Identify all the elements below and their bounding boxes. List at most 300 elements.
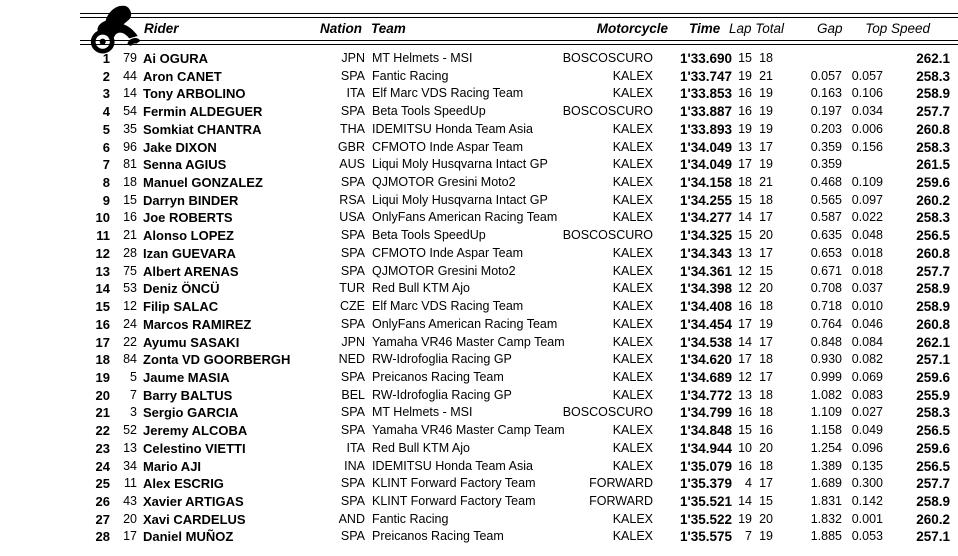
rider-name: Daniel MUÑOZ <box>143 529 234 545</box>
best-lap-time: 1'34.255 <box>679 192 732 208</box>
total-laps: 18 <box>759 299 773 314</box>
table-row <box>0 475 958 493</box>
motorcycle-rider-icon <box>86 1 144 54</box>
gap-to-first: 0.359 <box>810 139 842 154</box>
gap-to-first: 0.671 <box>810 263 842 278</box>
rider-number: 5 <box>130 369 137 384</box>
best-lap-time: 1'33.747 <box>679 68 732 84</box>
nation-code: USA <box>339 210 365 225</box>
rider-number: 43 <box>123 493 137 508</box>
gap-to-previous <box>845 156 883 174</box>
gap-to-first: 1.109 <box>810 405 842 420</box>
top-speed-value: 262.1 <box>916 51 950 66</box>
position-number: 5 <box>102 121 110 137</box>
motorcycle-make: KALEX <box>612 192 653 207</box>
nation-code: SPA <box>340 316 365 331</box>
rider-number: 3 <box>130 405 137 420</box>
nation-code: SPA <box>340 423 365 438</box>
table-row <box>0 263 958 281</box>
lap-number: 13 <box>738 245 752 260</box>
nation-code: SPA <box>340 245 365 260</box>
rider-name: Barry BALTUS <box>143 387 233 403</box>
rider-name: Celestino VIETTI <box>143 440 246 456</box>
total-laps: 17 <box>759 476 773 491</box>
team-name: KLINT Forward Factory Team <box>372 493 536 508</box>
motorcycle-make: KALEX <box>612 139 653 154</box>
lap-number: 17 <box>738 316 752 331</box>
gap-to-previous: 0.135 <box>851 458 883 473</box>
team-name: Preicanos Racing Team <box>372 369 504 384</box>
top-speed-value: 257.7 <box>916 476 950 492</box>
gap-to-previous: 0.034 <box>851 104 883 119</box>
lap-number: 12 <box>738 263 752 278</box>
table-row <box>0 369 958 387</box>
best-lap-time: 1'34.277 <box>679 210 732 226</box>
best-lap-time: 1'33.690 <box>679 51 732 66</box>
lap-number: 19 <box>738 121 752 136</box>
motorcycle-make: KALEX <box>612 245 653 260</box>
gap-to-first: 0.999 <box>810 369 842 384</box>
gap-to-previous: 0.001 <box>851 511 883 526</box>
position-number: 15 <box>95 299 110 315</box>
lap-number: 19 <box>738 68 752 83</box>
team-name: RW-Idrofoglia Racing GP <box>372 387 512 402</box>
total-laps: 18 <box>759 192 773 207</box>
table-row <box>0 458 958 476</box>
motorcycle-make: FORWARD <box>589 476 653 491</box>
top-speed-value: 257.7 <box>916 104 950 120</box>
team-name: Red Bull KTM Ajo <box>372 440 470 455</box>
total-laps: 18 <box>759 405 773 420</box>
motorcycle-make: KALEX <box>612 263 653 278</box>
col-header-lap-total: Lap Total <box>729 21 785 36</box>
gap-to-first: 1.832 <box>810 511 842 526</box>
table-row <box>0 404 958 422</box>
nation-code: SPA <box>340 263 365 278</box>
position-number: 14 <box>95 281 110 297</box>
rider-number: 35 <box>123 121 137 136</box>
rider-name: Marcos RAMIREZ <box>143 316 252 332</box>
lap-number: 18 <box>738 175 752 190</box>
top-speed-value: 256.5 <box>916 458 950 474</box>
nation-code: ITA <box>346 440 365 455</box>
gap-to-previous: 0.057 <box>851 68 883 83</box>
total-laps: 20 <box>759 228 773 243</box>
motorcycle-make: KALEX <box>612 121 653 136</box>
best-lap-time: 1'34.408 <box>679 299 732 315</box>
lap-number: 16 <box>738 405 752 420</box>
top-speed-value: 256.5 <box>916 228 950 244</box>
position-number: 16 <box>95 316 110 332</box>
motorcycle-make: KALEX <box>612 440 653 455</box>
gap-to-previous: 0.037 <box>851 281 883 296</box>
position-number: 22 <box>95 423 110 439</box>
lap-number: 17 <box>738 352 752 367</box>
table-row <box>0 334 958 352</box>
position-number: 27 <box>95 511 110 527</box>
rider-number: 53 <box>123 281 137 296</box>
gap-to-first: 0.848 <box>810 334 842 349</box>
rider-number: 21 <box>123 228 137 243</box>
gap-to-first: 1.885 <box>810 529 842 544</box>
lap-number: 13 <box>738 139 752 154</box>
lap-number: 16 <box>738 458 752 473</box>
best-lap-time: 1'34.538 <box>679 334 732 350</box>
gap-to-first: 0.468 <box>810 175 842 190</box>
gap-to-previous: 0.300 <box>851 476 883 491</box>
rider-name: Zonta VD GOORBERGH <box>143 352 291 368</box>
rider-number: 28 <box>123 245 137 260</box>
header-bottom-rule-2 <box>80 44 958 45</box>
nation-code: SPA <box>340 68 365 83</box>
gap-to-previous: 0.082 <box>851 352 883 367</box>
gap-to-first: 0.930 <box>810 352 842 367</box>
rider-number: 18 <box>123 175 137 190</box>
nation-code: JPN <box>341 51 365 65</box>
lap-number: 16 <box>738 299 752 314</box>
table-row <box>0 387 958 405</box>
nation-code: SPA <box>340 405 365 420</box>
gap-to-first: 1.389 <box>810 458 842 473</box>
rider-name: Darryn BINDER <box>143 192 239 208</box>
total-laps: 19 <box>759 104 773 119</box>
motorcycle-make: KALEX <box>612 334 653 349</box>
rider-number: 44 <box>123 68 137 83</box>
top-speed-value: 258.9 <box>916 493 950 509</box>
top-speed-value: 260.8 <box>916 316 950 332</box>
rider-name: Filip SALAC <box>143 299 219 315</box>
lap-number: 7 <box>745 529 752 544</box>
gap-to-previous: 0.083 <box>851 387 883 402</box>
team-name: Fantic Racing <box>372 68 449 83</box>
top-speed-value: 260.2 <box>916 192 950 208</box>
total-laps: 15 <box>759 263 773 278</box>
best-lap-time: 1'34.158 <box>679 175 732 191</box>
total-laps: 16 <box>759 423 773 438</box>
total-laps: 19 <box>759 157 773 172</box>
gap-to-previous: 0.109 <box>851 175 883 190</box>
best-lap-time: 1'33.853 <box>679 86 732 102</box>
table-row <box>0 511 958 529</box>
best-lap-time: 1'35.521 <box>679 493 732 509</box>
rider-number: 52 <box>123 423 137 438</box>
gap-to-first: 0.359 <box>810 157 842 172</box>
table-row <box>0 68 958 86</box>
nation-code: SPA <box>340 104 365 119</box>
table-header <box>0 0 958 50</box>
col-header-motorcycle: Motorcycle <box>596 21 668 36</box>
top-speed-value: 258.9 <box>916 281 950 297</box>
team-name: CFMOTO Inde Aspar Team <box>372 245 523 260</box>
rider-name: Deniz ÖNCÜ <box>143 281 220 297</box>
total-laps: 19 <box>759 86 773 101</box>
top-speed-value: 259.6 <box>916 175 950 191</box>
gap-to-first: 1.831 <box>810 493 842 508</box>
best-lap-time: 1'34.689 <box>679 369 732 385</box>
motorcycle-make: KALEX <box>612 423 653 438</box>
lap-number: 15 <box>738 51 752 65</box>
nation-code: THA <box>340 121 365 136</box>
team-name: MT Helmets - MSI <box>372 51 473 65</box>
motorcycle-make: KALEX <box>612 299 653 314</box>
table-row <box>0 528 958 546</box>
table-row <box>0 209 958 227</box>
table-row <box>0 493 958 511</box>
lap-number: 12 <box>738 281 752 296</box>
position-number: 1 <box>102 51 110 66</box>
gap-to-first: 1.689 <box>810 476 842 491</box>
top-speed-value: 257.7 <box>916 263 950 279</box>
rider-name: Izan GUEVARA <box>143 245 236 261</box>
rider-name: Tony ARBOLINO <box>143 86 246 102</box>
gap-to-first: 0.163 <box>810 86 842 101</box>
total-laps: 21 <box>759 68 773 83</box>
team-name: Beta Tools SpeedUp <box>372 104 486 119</box>
rider-name: Ai OGURA <box>143 51 208 66</box>
nation-code: SPA <box>340 493 365 508</box>
gap-to-first: 0.587 <box>810 210 842 225</box>
motorcycle-make: KALEX <box>612 86 653 101</box>
col-header-rider: Rider <box>144 21 179 36</box>
rider-number: 7 <box>130 387 137 402</box>
rider-number: 54 <box>123 104 137 119</box>
nation-code: SPA <box>340 529 365 544</box>
position-number: 12 <box>95 245 110 261</box>
table-row <box>0 227 958 245</box>
top-speed-value: 262.1 <box>916 334 950 350</box>
rider-number: 12 <box>123 299 137 314</box>
team-name: QJMOTOR Gresini Moto2 <box>372 175 516 190</box>
rider-number: 16 <box>123 210 137 225</box>
total-laps: 19 <box>759 316 773 331</box>
gap-to-previous: 0.049 <box>851 423 883 438</box>
team-name: RW-Idrofoglia Racing GP <box>372 352 512 367</box>
gap-to-first: 0.718 <box>810 299 842 314</box>
motorcycle-make: KALEX <box>612 352 653 367</box>
position-number: 26 <box>95 493 110 509</box>
rider-name: Mario AJI <box>143 458 202 474</box>
nation-code: AUS <box>339 157 365 172</box>
best-lap-time: 1'34.620 <box>679 352 732 368</box>
motorcycle-make: KALEX <box>612 369 653 384</box>
gap-to-previous: 0.018 <box>851 263 883 278</box>
rider-name: Albert ARENAS <box>143 263 239 279</box>
table-row <box>0 174 958 192</box>
top-speed-value: 260.8 <box>916 121 950 137</box>
rider-name: Senna AGIUS <box>143 157 227 173</box>
best-lap-time: 1'35.079 <box>679 458 732 474</box>
rider-name: Aron CANET <box>143 68 222 84</box>
total-laps: 20 <box>759 281 773 296</box>
lap-number: 14 <box>738 334 752 349</box>
gap-to-first: 0.197 <box>810 104 842 119</box>
best-lap-time: 1'34.772 <box>679 387 732 403</box>
top-speed-value: 261.5 <box>916 157 950 173</box>
gap-to-previous: 0.142 <box>851 493 883 508</box>
gap-to-first: 0.635 <box>810 228 842 243</box>
table-row <box>0 139 958 157</box>
table-row <box>0 156 958 174</box>
lap-number: 16 <box>738 104 752 119</box>
table-row <box>0 351 958 369</box>
rider-number: 84 <box>123 352 137 367</box>
nation-code: SPA <box>340 476 365 491</box>
header-bottom-rule-1 <box>80 40 958 41</box>
gap-to-first: 0.203 <box>810 121 842 136</box>
position-number: 20 <box>95 387 110 403</box>
top-speed-value: 258.3 <box>916 210 950 226</box>
rider-name: Xavi CARDELUS <box>143 511 246 527</box>
motorcycle-make: KALEX <box>612 210 653 225</box>
team-name: KLINT Forward Factory Team <box>372 476 536 491</box>
team-name: Liqui Moly Husqvarna Intact GP <box>372 192 548 207</box>
nation-code: RSA <box>339 192 365 207</box>
motorcycle-make: KALEX <box>612 458 653 473</box>
total-laps: 19 <box>759 121 773 136</box>
team-name: Elf Marc VDS Racing Team <box>372 86 524 101</box>
gap-to-previous: 0.022 <box>851 210 883 225</box>
top-speed-value: 255.9 <box>916 387 950 403</box>
total-laps: 20 <box>759 440 773 455</box>
position-number: 24 <box>95 458 110 474</box>
top-speed-value: 259.6 <box>916 369 950 385</box>
rider-number: 17 <box>123 529 137 544</box>
top-speed-value: 260.2 <box>916 511 950 527</box>
best-lap-time: 1'34.454 <box>679 316 732 332</box>
position-number: 18 <box>95 352 110 368</box>
table-row <box>0 440 958 458</box>
best-lap-time: 1'33.893 <box>679 121 732 137</box>
nation-code: AND <box>338 511 365 526</box>
rider-number: 24 <box>123 316 137 331</box>
position-number: 17 <box>95 334 110 350</box>
gap-to-first: 0.708 <box>810 281 842 296</box>
gap-to-first: 1.254 <box>810 440 842 455</box>
lap-number: 13 <box>738 387 752 402</box>
team-name: IDEMITSU Honda Team Asia <box>372 458 533 473</box>
table-row <box>0 192 958 210</box>
position-number: 3 <box>102 86 110 102</box>
best-lap-time: 1'34.361 <box>679 263 732 279</box>
team-name: Yamaha VR46 Master Camp Team <box>372 423 565 438</box>
rider-number: 22 <box>123 334 137 349</box>
top-speed-value: 259.6 <box>916 440 950 456</box>
position-number: 2 <box>102 68 110 84</box>
total-laps: 17 <box>759 369 773 384</box>
gap-to-previous: 0.027 <box>851 405 883 420</box>
gap-to-previous: 0.156 <box>851 139 883 154</box>
nation-code: NED <box>338 352 365 367</box>
position-number: 10 <box>95 210 110 226</box>
motorcycle-make: BOSCOSCURO <box>562 405 653 420</box>
position-number: 21 <box>95 405 110 421</box>
best-lap-time: 1'34.325 <box>679 228 732 244</box>
rider-name: Alex ESCRIG <box>143 476 224 492</box>
total-laps: 18 <box>759 387 773 402</box>
nation-code: TUR <box>339 281 365 296</box>
gap-to-previous: 0.018 <box>851 245 883 260</box>
table-row <box>0 103 958 121</box>
rider-name: Joe ROBERTS <box>143 210 233 226</box>
col-header-team: Team <box>371 21 406 36</box>
nation-code: CZE <box>340 299 365 314</box>
best-lap-time: 1'34.799 <box>679 405 732 421</box>
gap-to-previous: 0.048 <box>851 228 883 243</box>
gap-to-first: 1.158 <box>810 423 842 438</box>
team-name: Beta Tools SpeedUp <box>372 228 486 243</box>
motorcycle-make: BOSCOSCURO <box>562 104 653 119</box>
best-lap-time: 1'34.848 <box>679 423 732 439</box>
lap-number: 19 <box>738 511 752 526</box>
total-laps: 15 <box>759 493 773 508</box>
gap-to-previous: 0.106 <box>851 86 883 101</box>
gap-to-previous <box>845 50 883 68</box>
gap-to-previous: 0.084 <box>851 334 883 349</box>
team-name: OnlyFans American Racing Team <box>372 316 558 331</box>
gap-to-previous: 0.096 <box>851 440 883 455</box>
table-row <box>0 245 958 263</box>
rider-name: Fermin ALDEGUER <box>143 104 263 120</box>
best-lap-time: 1'34.944 <box>679 440 732 456</box>
top-speed-value: 258.3 <box>916 139 950 155</box>
team-name: Liqui Moly Husqvarna Intact GP <box>372 157 548 172</box>
nation-code: SPA <box>340 369 365 384</box>
total-laps: 20 <box>759 511 773 526</box>
nation-code: SPA <box>340 228 365 243</box>
total-laps: 21 <box>759 175 773 190</box>
rider-name: Sergio GARCIA <box>143 405 239 421</box>
total-laps: 18 <box>759 458 773 473</box>
rider-number: 34 <box>123 458 137 473</box>
team-name: IDEMITSU Honda Team Asia <box>372 121 533 136</box>
position-number: 11 <box>96 228 110 244</box>
position-number: 6 <box>102 139 110 155</box>
motorcycle-make: KALEX <box>612 511 653 526</box>
team-name: Fantic Racing <box>372 511 449 526</box>
nation-code: JPN <box>341 334 365 349</box>
team-name: MT Helmets - MSI <box>372 405 473 420</box>
motorcycle-make: KALEX <box>612 157 653 172</box>
nation-code: ITA <box>346 86 365 101</box>
team-name: Yamaha VR46 Master Camp Team <box>372 334 565 349</box>
lap-number: 14 <box>738 493 752 508</box>
rider-name: Jaume MASIA <box>143 369 230 385</box>
gap-to-previous: 0.006 <box>851 121 883 136</box>
total-laps: 17 <box>759 334 773 349</box>
top-speed-value: 260.8 <box>916 245 950 261</box>
position-number: 19 <box>95 369 110 385</box>
team-name: CFMOTO Inde Aspar Team <box>372 139 523 154</box>
position-number: 28 <box>95 529 110 545</box>
lap-number: 4 <box>745 476 752 491</box>
rider-name: Ayumu SASAKI <box>143 334 240 350</box>
gap-to-first: 0.565 <box>810 192 842 207</box>
lap-number: 16 <box>738 86 752 101</box>
rider-number: 15 <box>123 192 137 207</box>
team-name: Elf Marc VDS Racing Team <box>372 299 524 314</box>
rider-number: 20 <box>123 511 137 526</box>
position-number: 25 <box>95 476 110 492</box>
lap-number: 15 <box>738 228 752 243</box>
motorcycle-make: KALEX <box>612 529 653 544</box>
rider-name: Alonso LOPEZ <box>143 228 234 244</box>
nation-code: SPA <box>340 175 365 190</box>
gap-to-previous: 0.097 <box>851 192 883 207</box>
table-row <box>0 85 958 103</box>
motorcycle-make: FORWARD <box>589 493 653 508</box>
nation-code: GBR <box>337 139 365 154</box>
rider-number: 14 <box>123 86 137 101</box>
